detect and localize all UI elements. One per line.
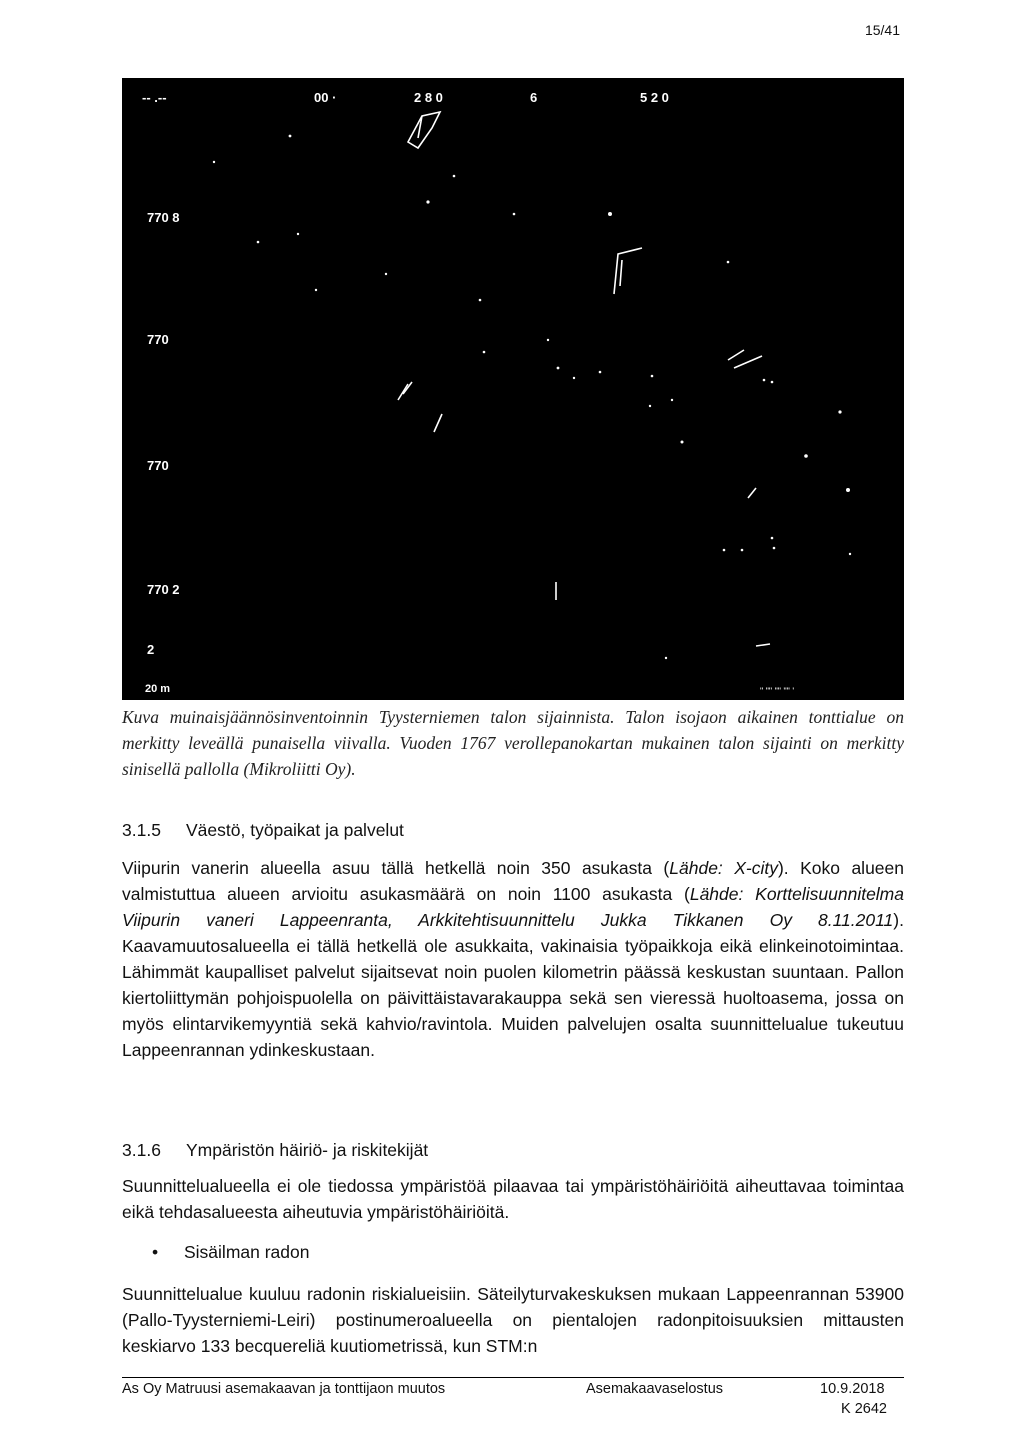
map-top-label-4: 6 — [530, 90, 538, 105]
section-title: Ympäristön häiriö- ja riskitekijät — [186, 1140, 429, 1160]
map-left-label-2: 770 — [147, 332, 169, 347]
map-left-label-3: 770 — [147, 458, 169, 473]
map-top-label-2: 00 · — [314, 90, 337, 105]
bullet-radon — [152, 1242, 309, 1263]
bullet-label: Sisäilman radon — [184, 1242, 310, 1262]
map-left-label-5: 2 — [147, 642, 155, 657]
paragraph-text: ). Koko alueen valmistuttua alueen arvioitu asukasmäärä on noin 1100 asukasta ( — [122, 858, 904, 904]
paragraph-text: Viipurin vanerin alueella asuu tällä hetkellä noin 350 asukasta ( — [122, 858, 670, 878]
map-scale-label: 20 m — [145, 683, 171, 695]
map-figure — [122, 78, 904, 700]
footer-date: 10.9.2018 — [820, 1381, 885, 1397]
paragraph-disturbances: Suunnittelualueella ei ole tiedossa ympäristöä pilaavaa tai ympäristöhäiriöitä aiheuttavaa toimintaa eikä tehdasalueesta aiheutuvia ympäristöhäiriöitä. — [122, 1176, 904, 1222]
footer-divider — [122, 1377, 904, 1378]
source-reference: Lähde: X-city — [669, 858, 778, 878]
source-reference: Lähde: Korttelisuunnitelma Viipurin vaneri Lappeenranta, Arkkitehtisuunnittelu Jukka Tikkanen Oy 8.11.2011 — [122, 884, 904, 930]
map-top-label-1: -- .-- — [142, 90, 167, 105]
map-top-label-3: 2 8 0 — [414, 90, 443, 105]
paragraph-population — [122, 855, 904, 1063]
paragraph-radon: Suunnittelualue kuuluu radonin riskialueisiin. Säteilyturvakeskuksen mukaan Lappeenrannan 53900 (Pallo-Tyysterniemi-Leiri) postinumeroalueella on pientalojen radonpitoisuuksien mittausten keskiarvo 133 becquereliä kuutiometrissä, kun STM:n — [122, 1284, 904, 1356]
section-heading-3-1-5 — [122, 820, 404, 841]
figure-caption: Kuva muinaisjäännösinventoinnin Tyysterniemen talon sijainnista. Talon isojaon aikainen tonttialue on merkitty leveällä punaisella viivalla. Vuoden 1767 verollepanokartan mukainen talon sijainti on merkitty sinisellä pallolla (Mikroliitti Oy). — [122, 707, 904, 779]
footer-document-type: Asemakaavaselostus — [586, 1381, 724, 1397]
bullet-icon: • — [152, 1242, 159, 1262]
section-number: 3.1.6 — [122, 1140, 161, 1160]
footer-code: K 2642 — [841, 1401, 887, 1417]
map-corner-marks: " "" "" "" ' — [760, 686, 795, 696]
section-number: 3.1.5 — [122, 820, 161, 840]
footer-document-title: As Oy Matruusi asemakaavan ja tonttijaon muutos — [122, 1381, 446, 1397]
map-left-label-4: 770 2 — [147, 582, 180, 597]
section-title: Väestö, työpaikat ja palvelut — [186, 820, 404, 840]
page-number: 15/41 — [864, 22, 900, 38]
map-left-label-1: 770 8 — [147, 210, 180, 225]
paragraph-text: ). Kaavamuutosalueella ei tällä hetkellä ole asukkaita, vakinaisia työpaikkoja eikä elinkeinotoimintaa. Lähimmät kaupalliset palvelut sijaitsevat noin puolen kilometrin päässä keskustan suuntaan. Pallon kiertoliittymän pohjoispuolella on päivittäistavarakauppa sekä sen vieressä huoltoasema, jossa on myös elintarvikemyyntiä sekä kahvio/ravintola. Muiden palvelujen osalta suunnittelualue tukeutuu Lappeenrannan ydinkeskustaan. — [122, 910, 904, 1060]
section-heading-3-1-6 — [122, 1140, 428, 1161]
map-marks — [122, 78, 904, 700]
map-top-label-5: 5 2 0 — [640, 90, 669, 105]
